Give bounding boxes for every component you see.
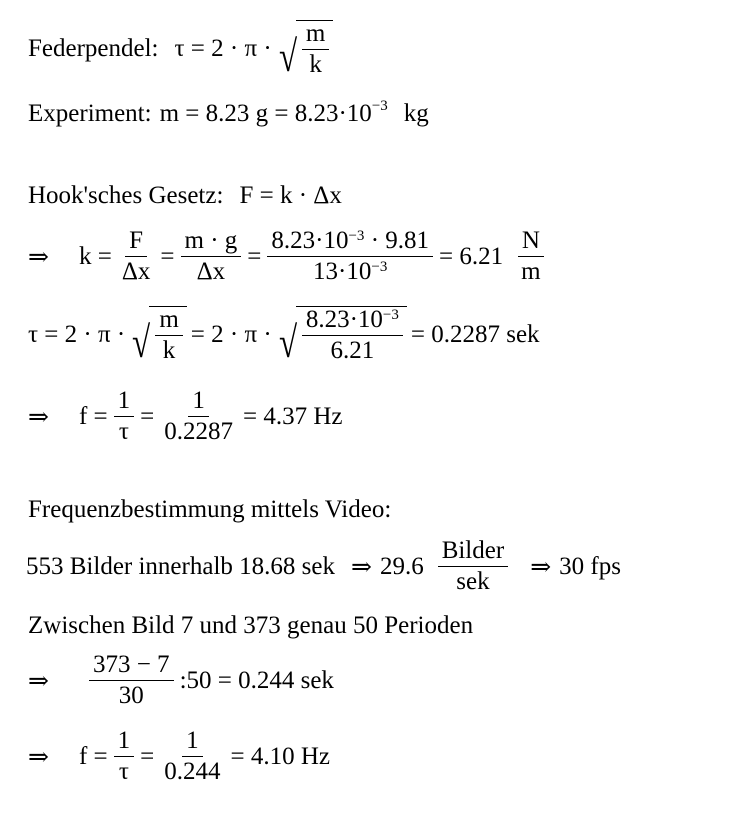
- k-result: = 6.21: [439, 242, 504, 270]
- mass-unit: kg: [403, 100, 429, 127]
- unit-N-per-m: $\frac{N}{m}$: [517, 228, 544, 286]
- tau-lhs: τ = 2 · π ·: [174, 35, 272, 63]
- sqrt-numeric: √ $\frac{8.23\cdot 10^{-3}}{6.21}$: [276, 306, 407, 365]
- frequency-result-1: = 4.37 Hz: [243, 402, 343, 430]
- fraction-m-k: $\frac{m}{k}$: [302, 21, 329, 79]
- text-periods: Zwischen Bild 7 und 373 genau 50 Perioden: [28, 612, 474, 639]
- frequency-result-2: = 4.10 Hz: [230, 742, 330, 770]
- fraction-bilder-sek: $\frac{\text{Bilder}}{\text{sek}}$: [438, 538, 509, 596]
- implies-arrow: ⇒: [28, 743, 49, 771]
- mass-equation: m = 8.23 g = 8.23·10: [159, 100, 372, 127]
- implies-arrow: ⇒: [28, 403, 49, 431]
- label-experiment: Experiment:: [28, 100, 152, 127]
- sqrt-m-over-k: √ $\frac{m}{k}$: [276, 20, 334, 79]
- period-video-result: :50 = 0.244 sek: [179, 666, 334, 694]
- formula-frequency-2: ⇒ f = $\frac{1}{\tau}$ = $\frac{1}{0.244}$ = 4.10 Hz: [28, 727, 330, 786]
- formula-frequency-1: ⇒ f = $\frac{1}{\tau}$ = $\frac{1}{0.2287}$ = 4.37 Hz: [28, 387, 343, 446]
- formula-period-video: ⇒ $\frac{373 - 7}{30}$ :50 = 0.244 sek: [28, 651, 334, 710]
- period-result: = 0.2287 sek: [410, 321, 540, 349]
- implies-arrow: ⇒: [530, 553, 552, 581]
- formula-period: τ = 2 · π · √ $\frac{m}{k}$ = 2 · π · √ $\frac{8.23\cdot 10^{-3}}{6.21}$ = 0.2287 sek: [28, 306, 540, 367]
- label-hooke: Hook'sches Gesetz:: [28, 182, 224, 209]
- fraction-numeric-k: $\frac{8.23\cdot 10^{-3} \cdot 9.81}{13\cdot 10^{-3}}$: [267, 228, 433, 286]
- hooke-equation: F = k · Δx: [239, 182, 342, 209]
- formula-spring-constant: ⇒ k = $\frac{F}{\Delta x}$ = $\frac{m \cdot g}{\Delta x}$ = $\frac{8.23\cdot 10^{-3} \cdot 9.81}{13\cdot 10^{-3}}$ = 6.21 $\frac{N}{m}$: [28, 228, 551, 286]
- label-federpendel: Federpendel:: [28, 35, 159, 63]
- formula-fps: 553 Bilder innerhalb 18.68 sek ⇒ 29.6 $\frac{\text{Bilder}}{\text{sek}}$ ⇒ 30 fps: [26, 537, 621, 596]
- sqrt-m-over-k-2: √ $\frac{m}{k}$: [129, 306, 187, 365]
- implies-arrow: ⇒: [28, 243, 49, 271]
- formula-hooke: [28, 182, 342, 210]
- implies-arrow: ⇒: [28, 667, 49, 695]
- fraction-mg-dx: $\frac{m \cdot g}{\Delta x}$: [181, 228, 242, 286]
- implies-arrow: ⇒: [350, 553, 372, 581]
- heading-video: Frequenzbestimmung mittels Video:: [28, 496, 392, 523]
- formula-federpendel: [28, 20, 337, 79]
- fraction-F-dx: $\frac{F}{\Delta x}$: [121, 227, 151, 286]
- formula-experiment: Experiment: m = 8.23 g = 8.23·10 $^{-3}$ kg: [28, 97, 429, 127]
